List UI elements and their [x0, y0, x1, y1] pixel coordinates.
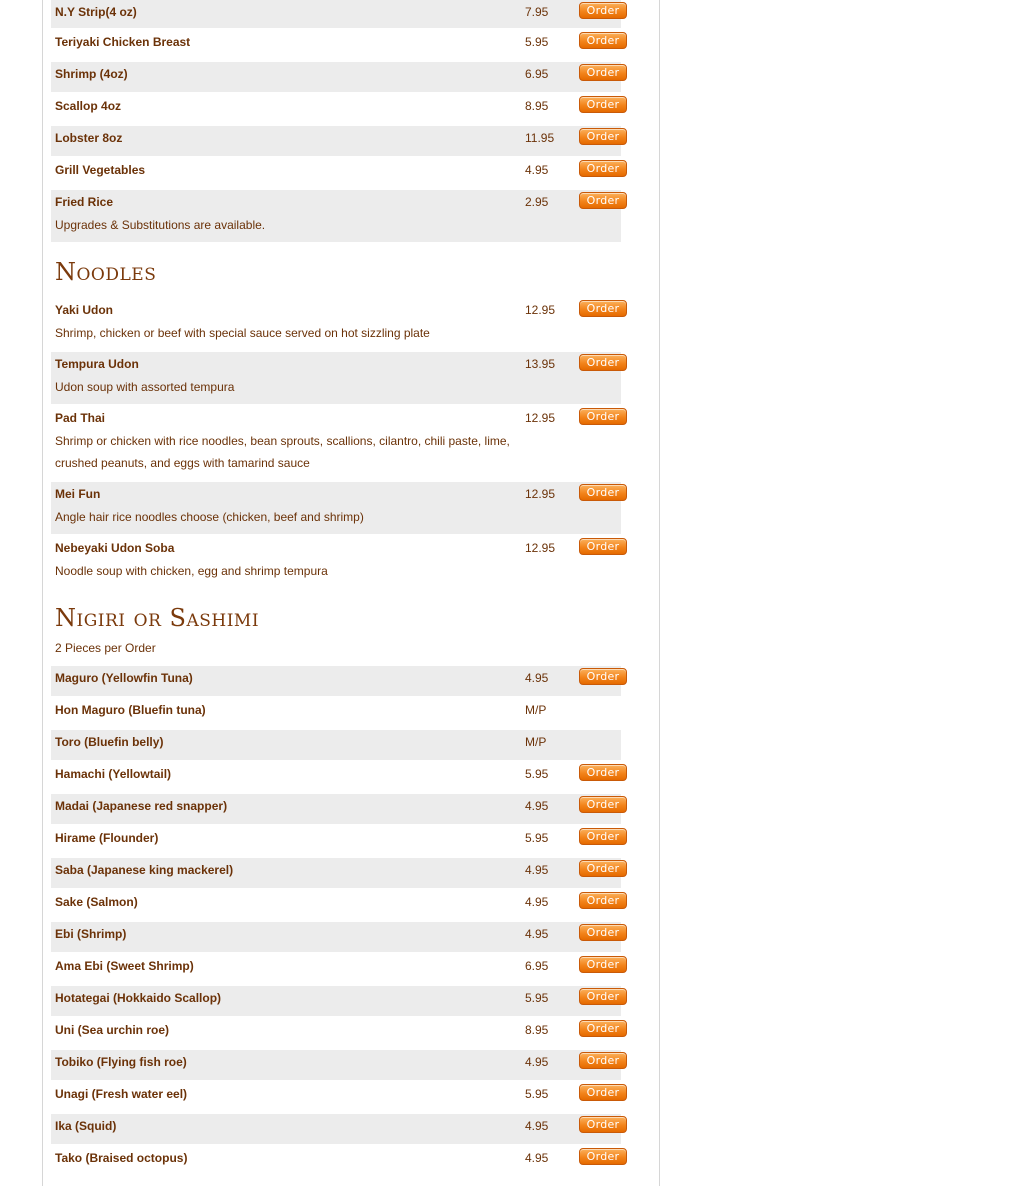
menu-item-name: Toro (Bluefin belly): [55, 735, 164, 749]
order-cell: [567, 1018, 621, 1042]
order-cell: [567, 352, 621, 376]
order-button[interactable]: Order: [579, 924, 627, 941]
menu-item-name: Maguro (Yellowfin Tuna): [55, 671, 193, 685]
menu-item-price: M/P: [525, 703, 547, 717]
menu-item-name: Shrimp (4oz): [55, 67, 128, 81]
menu-item-text: [51, 158, 525, 182]
menu-item-text: [51, 1114, 525, 1138]
menu-item-text: [51, 30, 525, 54]
menu-item-unagi-fresh-water-eel: [51, 1082, 621, 1112]
menu-item-text: [51, 922, 525, 946]
order-button[interactable]: Order: [579, 796, 627, 813]
menu-item-pad-thai: [51, 406, 621, 480]
order-button[interactable]: Order: [579, 988, 627, 1005]
menu-item-price: 12.95: [525, 487, 556, 501]
order-cell: [567, 406, 621, 430]
menu-item-name: Unagi (Fresh water eel): [55, 1087, 188, 1101]
order-cell: [567, 62, 621, 86]
order-cell: [567, 1114, 621, 1138]
menu-item-price: 4.95: [525, 1119, 549, 1133]
order-cell: [567, 762, 621, 786]
menu-item-text: [51, 536, 525, 582]
order-cell: [567, 536, 621, 560]
order-button[interactable]: Order: [579, 300, 627, 317]
order-button[interactable]: Order: [579, 160, 627, 177]
menu-item-text: [51, 62, 525, 86]
order-cell: [567, 1146, 621, 1170]
menu-item-price: 5.95: [525, 831, 549, 845]
menu-item-price: 4.95: [525, 163, 549, 177]
section-note: 2 Pieces per Order: [55, 641, 156, 655]
menu-item-text: [51, 94, 525, 118]
menu-item-name: Grill Vegetables: [55, 163, 146, 177]
menu-item-price: 5.95: [525, 35, 549, 49]
section-title: Noodles: [55, 258, 157, 286]
menu-item-name: Teriyaki Chicken Breast: [55, 35, 191, 49]
menu-item-price: 4.95: [525, 799, 549, 813]
menu-item-text: [51, 858, 525, 882]
order-button[interactable]: Order: [579, 96, 627, 113]
menu-item-ika-squid: [51, 1114, 621, 1144]
menu-item-hirame-flounder: [51, 826, 621, 856]
menu-item-name: Ika (Squid): [55, 1119, 117, 1133]
menu-item-description: Angle hair rice noodles choose (chicken, beef and shrimp): [55, 510, 364, 524]
menu-item-saba-japanese-king-mackerel: [51, 858, 621, 888]
section-title: Nigiri or Sashimi: [55, 604, 260, 632]
menu-item-price: M/P: [525, 735, 547, 749]
menu-item-text: [51, 1050, 525, 1074]
menu-item-text: [51, 352, 525, 398]
menu-item-text: [51, 954, 525, 978]
menu-item-scallop-4oz: [51, 94, 621, 124]
order-cell: [567, 698, 621, 722]
menu-item-text: [51, 0, 525, 24]
menu-item-name: Madai (Japanese red snapper): [55, 799, 228, 813]
order-cell: [567, 858, 621, 882]
menu-item-description: Shrimp, chicken or beef with special sauce served on hot sizzling plate: [55, 326, 430, 340]
order-button[interactable]: Order: [579, 828, 627, 845]
menu-item-name: Pad Thai: [55, 411, 106, 425]
menu-item-text: [51, 482, 525, 528]
menu-item-text: [51, 190, 525, 236]
menu-item-uni-sea-urchin-roe: [51, 1018, 621, 1048]
menu-item-name: Tempura Udon: [55, 357, 139, 371]
menu-item-text: [51, 826, 525, 850]
order-button[interactable]: Order: [579, 1116, 627, 1133]
menu-item-text: [51, 126, 525, 150]
menu-item-name: Hamachi (Yellowtail): [55, 767, 172, 781]
order-cell: [567, 190, 621, 214]
menu-item-price: 12.95: [525, 411, 556, 425]
menu-item-name: Scallop 4oz: [55, 99, 122, 113]
order-cell: [567, 1050, 621, 1074]
menu-item-text: [51, 298, 525, 344]
menu-item-price: 11.95: [525, 131, 555, 145]
order-cell: [567, 954, 621, 978]
menu-item-price: 12.95: [525, 303, 556, 317]
order-button[interactable]: Order: [579, 1148, 627, 1165]
menu-item-price: 4.95: [525, 863, 549, 877]
menu-item-description: Upgrades & Substitutions are available.: [55, 218, 266, 232]
menu-item-sake-salmon: [51, 890, 621, 920]
order-button[interactable]: Order: [579, 354, 627, 371]
order-button[interactable]: Order: [579, 764, 627, 781]
menu-item-name: Fried Rice: [55, 195, 114, 209]
menu-item-tako-braised-octopus: [51, 1146, 621, 1176]
menu-item-ebi-shrimp: [51, 922, 621, 952]
menu-item-price: 4.95: [525, 895, 549, 909]
menu-item-name: Lobster 8oz: [55, 131, 123, 145]
order-button[interactable]: Order: [579, 2, 627, 19]
menu-item-text: [51, 698, 525, 722]
order-button[interactable]: Order: [579, 1084, 627, 1101]
menu-item-hotategai-hokkaido-scallop: [51, 986, 621, 1016]
menu-item-price: 5.95: [525, 767, 549, 781]
menu-item-price: 8.95: [525, 99, 549, 113]
menu-item-price: 5.95: [525, 991, 549, 1005]
menu-item-price: 2.95: [525, 195, 549, 209]
menu-item-price: 6.95: [525, 67, 549, 81]
menu-item-name: Saba (Japanese king mackerel): [55, 863, 234, 877]
menu-item-teriyaki-chicken-breast: [51, 30, 621, 60]
menu-item-name: Tako (Braised octopus): [55, 1151, 188, 1165]
menu-item-tempura-udon: [51, 352, 621, 404]
menu-item-shrimp-4oz: [51, 62, 621, 92]
menu-item-text: [51, 794, 525, 818]
menu-item-name: Hon Maguro (Bluefin tuna): [55, 703, 206, 717]
order-cell: [567, 298, 621, 322]
menu-item-price: 4.95: [525, 927, 549, 941]
menu-item-nebeyaki-udon-soba: [51, 536, 621, 588]
menu-item-description: Shrimp or chicken with rice noodles, bean sprouts, scallions, cilantro, chili paste, lime, crushed peanuts, and eggs with tamarind sauce: [55, 434, 510, 470]
menu-item-text: [51, 1082, 525, 1106]
order-button[interactable]: Order: [579, 128, 627, 145]
menu-item-name: Hirame (Flounder): [55, 831, 159, 845]
menu-item-name: N.Y Strip(4 oz): [55, 5, 137, 19]
menu-item-tobiko-flying-fish-roe: [51, 1050, 621, 1080]
menu-item-price: 5.95: [525, 1087, 549, 1101]
order-cell: [567, 666, 621, 690]
menu-item-fried-rice: [51, 190, 621, 242]
order-button[interactable]: Order: [579, 538, 627, 555]
menu-item-text: [51, 986, 525, 1010]
menu-item-hamachi-yellowtail: [51, 762, 621, 792]
order-button[interactable]: Order: [579, 956, 627, 973]
menu-item-grill-vegetables: [51, 158, 621, 188]
menu-item-price: 4.95: [525, 1151, 549, 1165]
menu-item-text: [51, 762, 525, 786]
order-cell: [567, 922, 621, 946]
menu-item-mei-fun: [51, 482, 621, 534]
menu-item-text: [51, 406, 525, 474]
menu-item-name: Yaki Udon: [55, 303, 114, 317]
order-cell: [567, 986, 621, 1010]
menu-item-toro-bluefin-belly: [51, 730, 621, 760]
menu-item-price: 13.95: [525, 357, 556, 371]
menu-item-price: 6.95: [525, 959, 549, 973]
order-button[interactable]: Order: [579, 892, 627, 909]
menu-item-n-y-strip-4-oz: [51, 0, 621, 28]
order-button[interactable]: Order: [579, 408, 627, 425]
menu-item-name: Tobiko (Flying fish roe): [55, 1055, 187, 1069]
order-button[interactable]: Order: [579, 1020, 627, 1037]
order-cell: [567, 0, 621, 24]
menu-item-description: Noodle soup with chicken, egg and shrimp tempura: [55, 564, 328, 578]
order-button[interactable]: Order: [579, 192, 627, 209]
order-cell: [567, 126, 621, 150]
menu-item-text: [51, 666, 525, 690]
menu-item-price: 4.95: [525, 671, 549, 685]
menu-item-text: [51, 1018, 525, 1042]
order-button[interactable]: Order: [579, 860, 627, 877]
menu-item-text: [51, 730, 525, 754]
menu-item-name: Uni (Sea urchin roe): [55, 1023, 170, 1037]
order-cell: [567, 482, 621, 506]
menu-item-text: [51, 1146, 525, 1170]
menu-item-name: Sake (Salmon): [55, 895, 138, 909]
menu-item-text: [51, 890, 525, 914]
menu-item-name: Ama Ebi (Sweet Shrimp): [55, 959, 194, 973]
menu-item-hon-maguro-bluefin-tuna: [51, 698, 621, 728]
menu-item-madai-japanese-red-snapper: [51, 794, 621, 824]
menu-item-name: Ebi (Shrimp): [55, 927, 127, 941]
order-cell: [567, 1082, 621, 1106]
order-cell: [567, 730, 621, 754]
menu-item-description: Udon soup with assorted tempura: [55, 380, 235, 394]
menu-item-lobster-8oz: [51, 126, 621, 156]
order-button[interactable]: Order: [579, 64, 627, 81]
menu-item-yaki-udon: [51, 298, 621, 350]
menu-item-name: Nebeyaki Udon Soba: [55, 541, 175, 555]
menu-item-price: 12.95: [525, 541, 556, 555]
order-button[interactable]: Order: [579, 668, 627, 685]
menu-item-name: Mei Fun: [55, 487, 101, 501]
order-cell: [567, 890, 621, 914]
menu-item-ama-ebi-sweet-shrimp: [51, 954, 621, 984]
menu-item-maguro-yellowfin-tuna: [51, 666, 621, 696]
menu-item-price: 4.95: [525, 1055, 549, 1069]
order-button[interactable]: Order: [579, 32, 627, 49]
order-cell: [567, 30, 621, 54]
menu-item-price: 7.95: [525, 5, 549, 19]
menu-item-name: Hotategai (Hokkaido Scallop): [55, 991, 222, 1005]
order-cell: [567, 826, 621, 850]
order-button[interactable]: Order: [579, 1052, 627, 1069]
order-button[interactable]: Order: [579, 484, 627, 501]
menu-item-price: 8.95: [525, 1023, 549, 1037]
order-cell: [567, 158, 621, 182]
order-cell: [567, 794, 621, 818]
order-cell: [567, 94, 621, 118]
